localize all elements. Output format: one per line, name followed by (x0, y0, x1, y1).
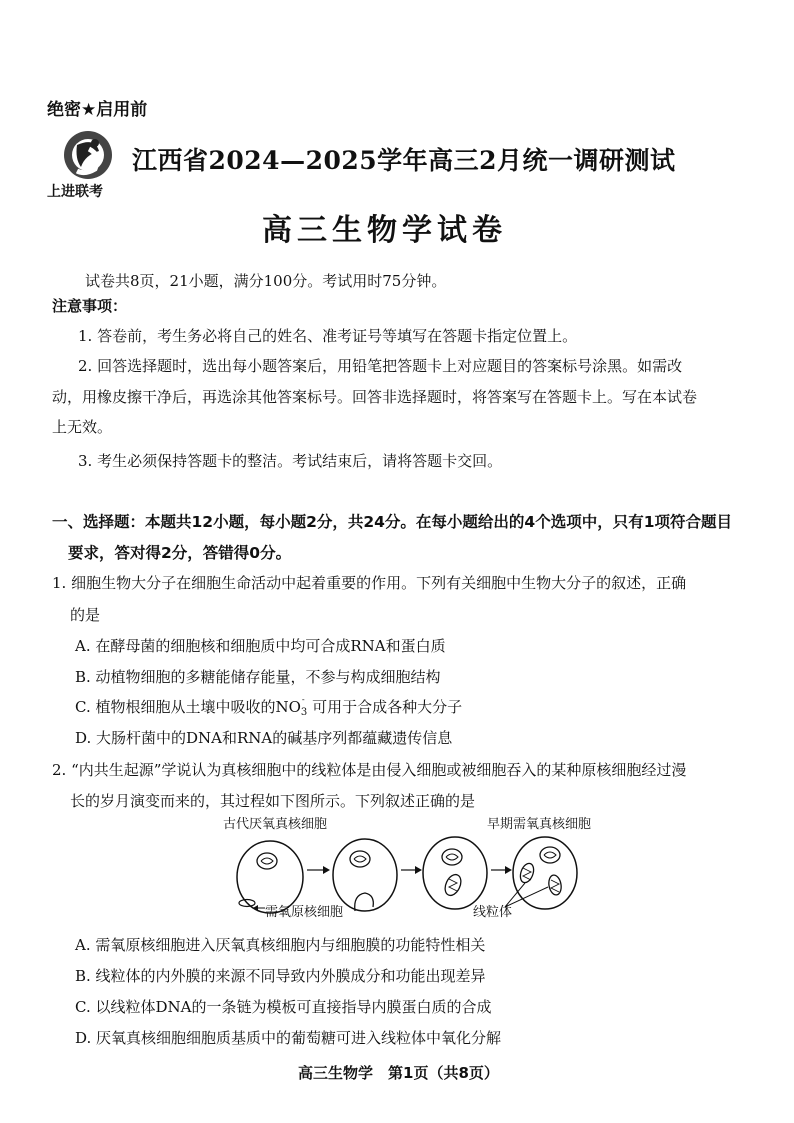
label-prokaryote: 需氧原核细胞 (265, 905, 344, 920)
exam-intro: 试卷共8页，21小题，满分100分。考试用时75分钟。 (85, 272, 447, 290)
logo-text: 上进联考 (47, 184, 103, 200)
q1-stem-line1: 1. 细胞生物大分子在细胞生命活动中起着重要的作用。下列有关细胞中生物大分子的叙述，正确 (52, 574, 687, 592)
q1-option-c (75, 696, 462, 718)
q2-option-a: A. 需氧原核细胞进入厌氧真核细胞内与细胞膜的功能特性相关 (75, 936, 486, 954)
cell-4-cristae-1 (523, 868, 531, 880)
cell-3-nucleus (442, 849, 462, 865)
cell-3-membrane (423, 837, 487, 909)
label-ancient-cell: 古代厌氧真核细胞 (223, 817, 328, 832)
cell-1-nucleolus (261, 858, 273, 864)
q1-option-b: B. 动植物细胞的多糖能储存能量，不参与构成细胞结构 (75, 668, 441, 686)
arrow-2-head (415, 866, 422, 874)
notice-item-2-line2: 动，用橡皮擦干净后，再选涂其他答案标号。回答非选择题时，将答案写在答题卡上。写在本试卷 (52, 388, 698, 406)
q2-option-d: D. 厌氧真核细胞细胞质基质中的葡萄糖可进入线粒体中氧化分解 (75, 1029, 502, 1047)
arrow-1-head (323, 866, 330, 874)
label-mitochondria: 线粒体 (473, 905, 513, 920)
cell-2-nucleolus (354, 856, 366, 862)
notice-item-2-line1: 2. 回答选择题时，选出每小题答案后，用铅笔把答题卡上对应题目的答案标号涂黑。如需改 (78, 357, 683, 375)
cell-4-nucleolus (544, 852, 556, 858)
q1-option-c-post: 可用于合成各种大分子 (312, 698, 463, 716)
arrow-3-head (505, 866, 512, 874)
q1-option-c-sup: - (301, 694, 305, 704)
q2-stem-line2: 长的岁月演变而来的，其过程如下图所示。下列叙述正确的是 (70, 792, 476, 810)
cell-4-cristae-2 (551, 880, 559, 892)
cell-3-nucleolus (446, 854, 458, 860)
notice-heading: 注意事项： (52, 297, 128, 315)
q1-stem-line2: 的是 (70, 606, 101, 624)
q1-option-c-sub: 3 (300, 707, 308, 718)
notice-item-1: 1. 答卷前，考生务必将自己的姓名、准考证号等填写在答题卡指定位置上。 (78, 327, 578, 345)
cell-4-mitochondrion-1 (518, 862, 536, 885)
endosymbiosis-diagram (205, 815, 615, 925)
q2-stem-line1: 2. “内共生起源”学说认为真核细胞中的线粒体是由侵入细胞或被细胞吞入的某种原核细胞经过漫 (52, 761, 687, 779)
section-1-heading: 一、选择题：本题共12小题，每小题2分，共24分。在每小题给出的4个选项中，只有1项符合题目 (52, 513, 732, 531)
paper-title: 高三生物学试卷 (262, 213, 507, 248)
q2-option-c: C. 以线粒体DNA的一条链为模板可直接指导内膜蛋白质的合成 (75, 998, 492, 1016)
cell-4-mitochondrion-2 (547, 874, 562, 896)
exam-title: 江西省2024—2025学年高三2月统一调研测试 (132, 146, 676, 175)
page-footer: 高三生物学 第1页（共8页） (298, 1064, 499, 1082)
cell-1-nucleus (257, 853, 277, 869)
label-early-cell: 早期需氧真核细胞 (487, 817, 592, 832)
cell-4-nucleus (540, 847, 560, 863)
confidential-label: 绝密★启用前 (47, 100, 148, 120)
notice-item-3: 3. 考生必须保持答题卡的整洁。考试结束后，请将答题卡交回。 (78, 452, 503, 470)
q1-option-c-pre: C. 植物根细胞从土壤中吸收的NO (75, 698, 301, 716)
q1-option-d: D. 大肠杆菌中的DNA和RNA的碱基序列都蕴藏遗传信息 (75, 729, 453, 747)
engulfing-membrane (355, 893, 374, 911)
section-1-heading-cont: 要求，答对得2分，答错得0分。 (68, 544, 292, 562)
q2-option-b: B. 线粒体的内外膜的来源不同导致内外膜成分和功能出现差异 (75, 967, 486, 985)
q1-option-a: A. 在酵母菌的细胞核和细胞质中均可合成RNA和蛋白质 (75, 637, 446, 655)
cell-2-nucleus (350, 851, 370, 867)
notice-item-2-line3: 上无效。 (52, 418, 113, 436)
cell-3-cristae (449, 879, 457, 891)
